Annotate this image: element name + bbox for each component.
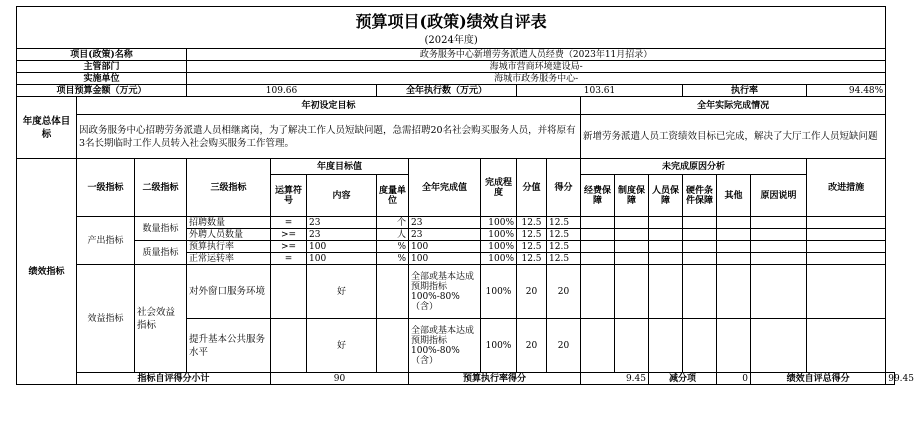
dept-value: 海城市营商环境建设局-: [187, 61, 886, 73]
empty-cell: [717, 253, 751, 265]
total-label: 绩效自评总得分: [751, 373, 886, 385]
completion-cell: 100%: [481, 253, 517, 265]
empty-cell: [615, 319, 649, 373]
score-cell: 12.5: [517, 217, 547, 229]
rate-label: 执行率: [683, 85, 807, 97]
empty-cell: [581, 253, 615, 265]
rate-score-value: 9.45: [581, 373, 649, 385]
empty-cell: [807, 241, 886, 253]
level3-cell: 招聘数量: [187, 217, 271, 229]
empty-cell: [649, 241, 683, 253]
empty-cell: [683, 241, 717, 253]
score-cell: 12.5: [517, 241, 547, 253]
empty-cell: [581, 217, 615, 229]
header-annual-value: 全年完成值: [409, 159, 481, 217]
empty-cell: [807, 265, 886, 319]
budget-value: 109.66: [187, 85, 377, 97]
unit-cell: [377, 319, 409, 373]
score-cell: 20: [517, 319, 547, 373]
empty-cell: [717, 217, 751, 229]
operator-cell: [271, 265, 307, 319]
header-reason-staff: 人员保障: [649, 175, 683, 217]
empty-cell: [615, 241, 649, 253]
unit-cell: %: [377, 253, 409, 265]
header-score: 分值: [517, 159, 547, 217]
total-value: 99.45: [886, 373, 895, 385]
empty-cell: [683, 319, 717, 373]
header-reasons-group: 未完成原因分析: [581, 159, 807, 175]
score-cell: 20: [517, 265, 547, 319]
got-score-cell: 20: [547, 265, 581, 319]
empty-cell: [751, 319, 807, 373]
empty-cell: [581, 319, 615, 373]
completion-cell: 100%: [481, 229, 517, 241]
unit-value: 海城市政务服务中心-: [187, 73, 886, 85]
operator-cell: >=: [271, 229, 307, 241]
empty-cell: [615, 217, 649, 229]
got-score-cell: 12.5: [547, 229, 581, 241]
header-reason-system: 制度保障: [615, 175, 649, 217]
operator-cell: =: [271, 217, 307, 229]
output-indicator-label: 产出指标: [77, 217, 135, 265]
empty-cell: [615, 253, 649, 265]
empty-cell: [717, 229, 751, 241]
empty-cell: [807, 253, 886, 265]
annual-cell: 23: [409, 229, 481, 241]
unit-label: 实施单位: [17, 73, 187, 85]
got-score-cell: 12.5: [547, 253, 581, 265]
score-cell: 12.5: [517, 229, 547, 241]
unit-cell: %: [377, 241, 409, 253]
budget-label: 项目预算金额（万元）: [17, 85, 187, 97]
subtotal-label: 指标自评得分小计: [77, 373, 271, 385]
empty-cell: [751, 229, 807, 241]
initial-goal-text: 因政务服务中心招聘劳务派遣人员相继离岗，为了解决工作人员短缺问题，急需招聘20名社会购买服务人员，并将原有3名长期临时工作人员转入社会购买服务工作管理。: [77, 115, 581, 159]
empty-cell: [581, 229, 615, 241]
header-content: 内容: [307, 175, 377, 217]
annual-cell: 全部或基本达成预期指标100%-80%（含）: [409, 265, 481, 319]
deduct-label: 减分项: [649, 373, 717, 385]
subtotal-value: 90: [271, 373, 409, 385]
project-name-label: 项目(政策)名称: [17, 49, 187, 61]
operator-cell: =: [271, 253, 307, 265]
level3-cell: 提升基本公共服务水平: [187, 319, 271, 373]
completion-cell: 100%: [481, 241, 517, 253]
header-level3: 三级指标: [187, 159, 271, 217]
got-score-cell: 20: [547, 319, 581, 373]
empty-cell: [683, 265, 717, 319]
empty-cell: [683, 229, 717, 241]
header-got-score: 得分: [547, 159, 581, 217]
header-reason-other: 其他: [717, 175, 751, 217]
header-level2: 二级指标: [135, 159, 187, 217]
annual-cell: 23: [409, 217, 481, 229]
empty-cell: [649, 319, 683, 373]
quantity-indicator-label: 数量指标: [135, 217, 187, 241]
dept-label: 主管部门: [17, 61, 187, 73]
form-title: 预算项目(政策)绩效自评表: [17, 7, 886, 35]
empty-cell: [649, 253, 683, 265]
performance-indicators-label: 绩效指标: [17, 159, 77, 385]
empty-cell: [807, 229, 886, 241]
annual-cell: 100: [409, 253, 481, 265]
social-benefit-label: 社会效益指标: [135, 265, 187, 373]
unit-cell: [377, 265, 409, 319]
header-reason-explanation: 原因说明: [751, 175, 807, 217]
header-reason-funding: 经费保障: [581, 175, 615, 217]
content-cell: 好: [307, 265, 377, 319]
score-cell: 12.5: [517, 253, 547, 265]
table-row: [17, 241, 895, 253]
rate-score-label: 预算执行率得分: [409, 373, 581, 385]
level3-cell: 对外窗口服务环境: [187, 265, 271, 319]
empty-cell: [751, 241, 807, 253]
got-score-cell: 12.5: [547, 217, 581, 229]
project-name-value: 政务服务中心新增劳务派遣人员经费（2023年11月招录）: [187, 49, 886, 61]
operator-cell: [271, 319, 307, 373]
header-completion: 完成程度: [481, 159, 517, 217]
empty-cell: [649, 265, 683, 319]
benefit-indicator-label: 效益指标: [77, 265, 135, 373]
empty-cell: [717, 319, 751, 373]
empty-cell: [751, 265, 807, 319]
completion-cell: 100%: [481, 319, 517, 373]
empty-cell: [807, 319, 886, 373]
empty-cell: [751, 217, 807, 229]
header-unit: 度量单位: [377, 175, 409, 217]
content-cell: 23: [307, 229, 377, 241]
got-score-cell: 12.5: [547, 241, 581, 253]
level3-cell: 预算执行率: [187, 241, 271, 253]
empty-cell: [581, 265, 615, 319]
level3-cell: 外聘人员数量: [187, 229, 271, 241]
quality-indicator-label: 质量指标: [135, 241, 187, 265]
content-cell: 100: [307, 253, 377, 265]
form-year: (2024年度): [17, 35, 886, 49]
unit-cell: 人: [377, 229, 409, 241]
completion-cell: 100%: [481, 265, 517, 319]
empty-cell: [649, 229, 683, 241]
unit-cell: 个: [377, 217, 409, 229]
performance-evaluation-form: [16, 6, 914, 385]
table-row: [17, 217, 895, 229]
content-cell: 100: [307, 241, 377, 253]
empty-cell: [615, 229, 649, 241]
completion-cell: 100%: [481, 217, 517, 229]
actual-result-text: 新增劳务派遣人员工资绩效目标已完成，解决了大厅工作人员短缺问题: [581, 115, 886, 159]
header-target-group: 年度目标值: [271, 159, 409, 175]
empty-cell: [751, 253, 807, 265]
header-operator: 运算符号: [271, 175, 307, 217]
empty-cell: [615, 265, 649, 319]
empty-cell: [581, 241, 615, 253]
header-improvement: 改进措施: [807, 159, 886, 217]
level3-cell: 正常运转率: [187, 253, 271, 265]
evaluation-table: [16, 6, 914, 385]
actual-result-header: 全年实际完成情况: [581, 97, 886, 115]
executed-value: 103.61: [517, 85, 683, 97]
table-row: [17, 265, 895, 319]
header-level1: 一级指标: [77, 159, 135, 217]
empty-cell: [649, 217, 683, 229]
annual-goal-label: 年度总体目标: [17, 97, 77, 159]
empty-cell: [683, 253, 717, 265]
executed-label: 全年执行数（万元）: [377, 85, 517, 97]
empty-cell: [807, 217, 886, 229]
annual-cell: 全部或基本达成预期指标100%-80%（含）: [409, 319, 481, 373]
content-cell: 好: [307, 319, 377, 373]
header-reason-hardware: 硬件条件保障: [683, 175, 717, 217]
operator-cell: >=: [271, 241, 307, 253]
empty-cell: [683, 217, 717, 229]
empty-cell: [717, 265, 751, 319]
initial-goal-header: 年初设定目标: [77, 97, 581, 115]
deduct-value: 0: [717, 373, 751, 385]
annual-cell: 100: [409, 241, 481, 253]
content-cell: 23: [307, 217, 377, 229]
rate-value: 94.48%: [807, 85, 886, 97]
empty-cell: [717, 241, 751, 253]
